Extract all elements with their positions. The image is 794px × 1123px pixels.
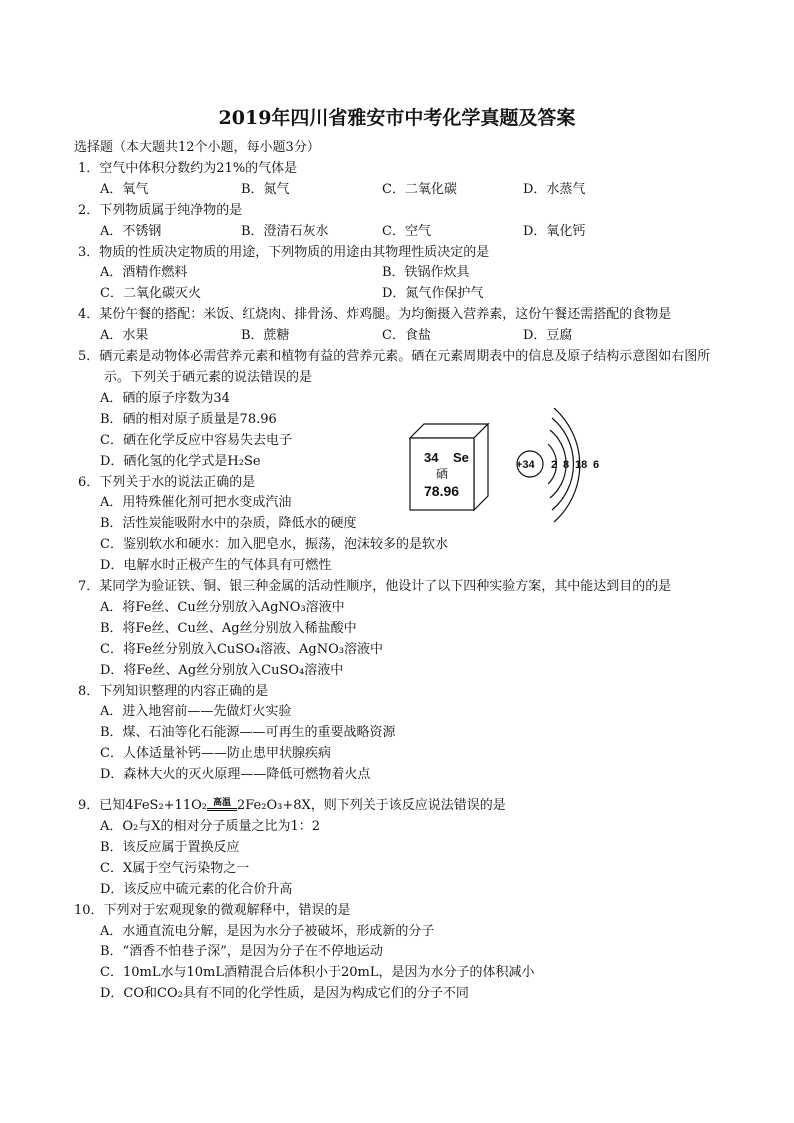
option-b: B．将Fe丝、Cu丝、Ag丝分别放入稀盐酸中 [100,620,357,636]
option-c: C．空气 [382,223,431,239]
nucleus-charge: +34 [516,459,535,471]
option-b: B．氮气 [241,181,290,197]
shell-count-3: 18 [575,459,588,471]
option-d: D．CO和CO₂具有不同的化学性质，是因为构成它们的分子不同 [100,986,469,1002]
option-c: C．食盐 [382,328,431,344]
option-b: B．该反应属于置换反应 [100,839,240,855]
option-a: A．水果 [100,328,149,344]
option-d: D．硒化氢的化学式是H₂Se [100,453,261,469]
option-d: D．豆腐 [523,328,573,344]
element-name: 硒 [436,467,449,481]
option-d: D．氧化钙 [523,223,586,239]
option-d: D．将Fe丝、Ag丝分别放入CuSO₄溶液中 [100,662,344,678]
section-header: 选择题（本大题共12个小题，每小题3分） [74,140,320,155]
option-d: D．电解水时正极产生的气体具有可燃性 [100,558,332,574]
option-d: D．水蒸气 [523,181,586,197]
option-c: C．X属于空气污染物之一 [100,860,250,876]
question-3-options-row2 [74,284,734,305]
equation-products: 2Fe₂O₃+8X，则下列关于该反应说法错误的是 [236,798,506,814]
option-b: B．蔗糖 [241,328,290,344]
option-a: A．O₂与X的相对分子质量之比为1：2 [100,819,321,834]
option-c: C．硒在化学反应中容易失去电子 [100,432,292,448]
page-title: 2019年四川省雅安市中考化学真题及答案 [218,107,576,129]
option-a: A．氧气 [100,181,149,197]
equals-sign-icon [207,808,237,811]
option-c: C．鉴别软水和硬水：加入肥皂水，振荡，泡沫较多的是软水 [100,537,448,553]
atomic-mass: 78.96 [424,483,460,499]
question-4-stem: 4．某份午餐的搭配：米饭、红烧肉、排骨汤、炸鸡腿。为均衡摄入营养素，这份午餐还需搭配的食物是 [78,307,672,323]
atomic-number: 34 [424,450,439,465]
option-b: B．硒的相对原子质量是78.96 [100,411,277,427]
option-d: D．氮气作保护气 [382,286,484,302]
option-c: C．二氧化碳灭火 [100,286,201,302]
option-b: B．铁锅作炊具 [382,265,470,281]
option-c: C．将Fe丝分别放入CuSO₄溶液、AgNO₃溶液中 [100,641,383,657]
option-a: A．水通直流电分解，是因为水分子被破坏，形成新的分子 [100,923,435,939]
option-a: A．将Fe丝、Cu丝分别放入AgNO₃溶液中 [100,599,345,615]
equation-reactants: 9．已知4FeS₂+11O₂ [78,798,207,814]
reaction-condition: 高温 [212,798,231,809]
option-a: A．进入地窖前——先做灯火实验 [100,704,292,720]
option-b: B．澄清石灰水 [241,223,329,239]
element-symbol: Se [453,450,469,465]
shell-count-4: 6 [593,459,600,471]
question-6-stem: 6．下列关于水的说法正确的是 [78,474,256,490]
question-10-stem: 10．下列对于宏观现象的微观解释中，错误的是 [74,902,351,918]
option-b: B．活性炭能吸附水中的杂质，降低水的硬度 [100,516,357,532]
question-8-stem: 8．下列知识整理的内容正确的是 [78,683,269,699]
reaction-arrow [207,798,237,811]
question-1-stem: 1．空气中体积分数约为21%的气体是 [78,160,298,176]
shell-count-2: 8 [563,459,570,471]
option-d: D．该反应中硫元素的化合价升高 [100,881,293,897]
option-c: C．10mL水与10mL酒精混合后体积小于20mL，是因为水分子的体积减小 [100,965,535,981]
option-d: D．森林大火的灭火原理——降低可燃物着火点 [100,767,371,783]
shell-count-1: 2 [551,459,558,471]
option-b: B．“酒香不怕巷子深”，是因为分子在不停地运动 [100,944,383,960]
question-2-options [74,222,734,243]
question-2-stem: 2．下列物质属于纯净物的是 [78,202,243,218]
option-a: A．不锈钢 [100,223,162,239]
option-b: B．煤、石油等化石能源——可再生的重要战略资源 [100,725,396,741]
question-9-stem [74,796,734,817]
question-7-stem: 7．某同学为验证铁、铜、银三种金属的活动性顺序，他设计了以下四种实验方案，其中能达到目的的是 [78,579,672,595]
question-4-options [74,326,734,347]
option-a: A．用特殊催化剂可把水变成汽油 [100,495,292,511]
option-a: A．酒精作燃料 [100,265,188,281]
question-section [74,138,734,1005]
question-1-options [74,180,734,201]
option-c: C．二氧化碳 [382,181,457,197]
question-5-stem: 5．硒元素是动物体必需营养元素和植物有益的营养元素。硒在元素周期表中的信息及原子结构示意图如右图所示。下列关于硒元素的说法错误的是 [78,349,711,385]
option-a: A．硒的原子序数为34 [100,390,230,406]
question-3-stem: 3．物质的性质决定物质的用途，下列物质的用途由其物理性质决定的是 [78,244,490,260]
question-3-options-row1 [74,263,734,284]
option-c: C．人体适量补钙——防止患甲状腺疾病 [100,746,331,762]
